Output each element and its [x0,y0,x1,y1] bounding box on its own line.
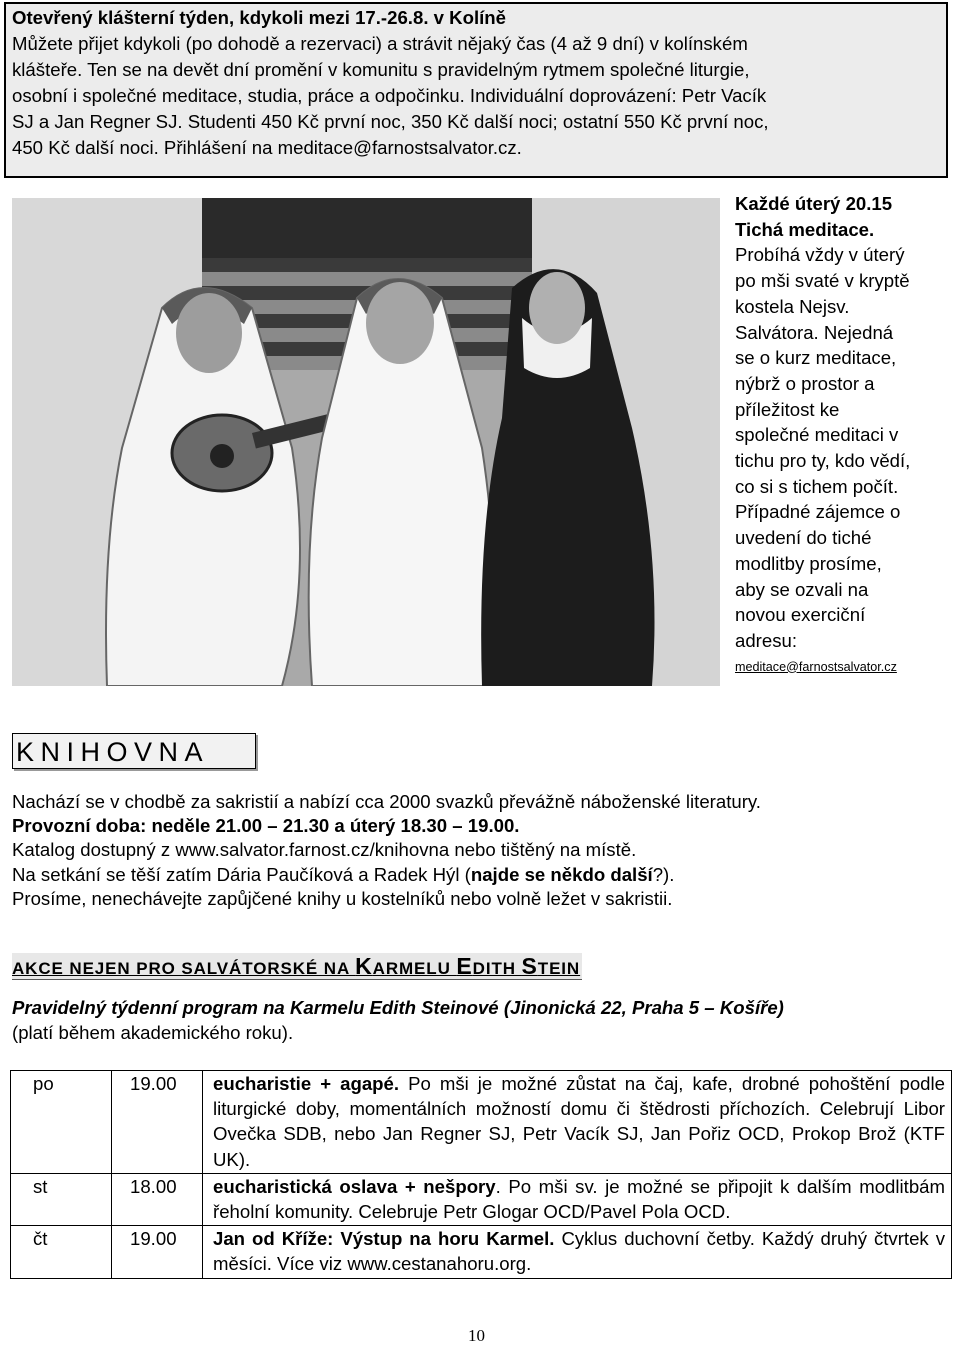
knihovna-line-part: Na setkání se těší zatím Dária Paučíková a Radek Hýl ( [12,863,471,885]
schedule-description [203,1173,952,1225]
program-title: Pravidelný týdenní program na Karmelu Edith Steinové (Jinonická 22, Praha 5 – Košíře) [12,997,784,1018]
schedule-text: Cyklus duchovní četby. Každý druhý čtvrtek v měsíci. Více viz www.cestanahoru.org. [213,1228,945,1275]
meditace-heading-2: Tichá meditace. [735,218,875,240]
akce-heading-part: K [355,953,373,979]
page-number: 10 [468,1326,485,1345]
meditace-line: novou exerciční [735,604,866,626]
meditace-line: Probíhá vždy v úterý [735,244,905,266]
meditace-line: kostela Nejsv. [735,295,850,317]
meditace-line: Salvátora. Nejedná [735,321,894,343]
knihovna-line: Nachází se v chodbě za sakristií a nabízí cca 2000 svazků převážně náboženské literatury. [12,791,761,812]
meditace-sidebar [735,191,957,680]
klaster-line: 450 Kč další noci. Přihlášení na meditace@farnostsalvator.cz. [12,137,522,158]
knihovna-line [12,863,952,887]
schedule-time: 19.00 [112,1226,203,1278]
schedule-text: . Po mši sv. je možné se připojit k dalším modlitbám řeholní komunity. Celebruje Petr Glogar OCD/Pavel Pola OCD. [213,1175,945,1223]
klaster-line: klášteře. Ten se na devět dní promění v komunitu s pravidelným rytmem společné liturgie, [12,59,750,80]
meditace-line: nýbrž o prostor a [735,372,875,394]
schedule-highlight: Jan od Kříže: Výstup na horu Karmel. [213,1228,555,1250]
meditace-line: Případné zájemce o [735,501,901,523]
schedule-day: čt [11,1226,112,1278]
schedule-description [203,1071,952,1174]
knihovna-catalog: Katalog dostupný z www.salvator.farnost.cz/knihovna nebo tištěný na místě. [12,839,637,861]
knihovna-line-part: ?). [652,863,675,885]
klaster-line: SJ a Jan Regner SJ. Studenti 450 Kč první noc, 350 Kč další noci; ostatní 550 Kč první noc, [12,111,769,132]
schedule-day: po [11,1071,112,1174]
knihovna-heading: KNIHOVNA [12,733,256,769]
meditace-line: co si s tichem počít. [735,475,899,497]
schedule-description [203,1226,952,1278]
akce-heading-part: TEIN [537,959,581,978]
knihovna-hours: Provozní doba: neděle 21.00 – 21.30 a úterý 18.30 – 19.00. [12,815,520,837]
meditace-email-link[interactable]: meditace@farnostsalvator.cz [735,659,897,674]
table-row [11,1226,952,1278]
meditace-line: aby se ozvali na [735,578,869,600]
table-row [11,1071,952,1174]
weekly-schedule-table [10,1070,952,1279]
akce-heading-part: AKCE NEJEN PRO SALVÁTORSKÉ NA [12,959,356,978]
program-intro [12,996,952,1045]
akce-heading-part: S [521,953,538,979]
meditace-line: se o kurz meditace, [735,347,897,369]
schedule-time: 19.00 [112,1071,203,1174]
akce-heading-part: E [456,953,473,979]
program-note: (platí během akademického roku). [12,1021,294,1043]
knihovna-volunteer-call: najde se někdo další [470,863,653,885]
table-row [11,1173,952,1225]
klaster-title: Otevřený klášterní týden, kdykoli mezi 17.-26.8. v Kolíně [12,7,506,28]
klaster-line: Můžete přijet kdykoli (po dohodě a rezervaci) a strávit nějaký čas (4 až 9 dní) v kolínském [12,33,748,54]
schedule-text: Po mši je možné zůstat na čaj, kafe, drobné pohoštění podle liturgické doby, momentálních možností domu či štědrosti příchozích. Celebrují Libor Ovečka SDB, nebo Jan Regner SJ, Petr Vacík SJ, Jan Pořiz OCD, Prokop Brož (KTF UK). [213,1073,945,1170]
schedule-day: st [11,1173,112,1225]
meditace-line: po mši svaté v kryptě [735,270,910,292]
schedule-highlight: eucharistie + agapé. [213,1073,400,1094]
knihovna-section [12,790,952,911]
meditace-line: adresu: [735,629,798,651]
schedule-highlight: eucharistická oslava + nešpory [213,1175,496,1197]
meditace-line: příležitost ke [735,398,840,420]
klaster-announcement-box [4,2,948,178]
akce-heading-part: DITH [472,959,522,978]
knihovna-line: Prosíme, nenechávejte zapůjčené knihy u kostelníků nebo volně ležet v sakristii. [12,887,673,909]
nuns-photo [12,198,720,686]
schedule-time: 18.00 [112,1173,203,1225]
meditace-line: modlitby prosíme, [735,552,882,574]
klaster-line: osobní i společné meditace, studia, práce a odpočinku. Individuální doprovázení: Petr Vacík [12,85,767,106]
meditace-line: společné meditaci v [735,424,899,446]
akce-heading-part: ARMELU [372,959,457,978]
meditace-heading-1: Každé úterý 20.15 [735,193,893,214]
meditace-line: tichu pro ty, kdo vědí, [735,450,911,472]
akce-heading [12,953,582,980]
meditace-line: uvedení do tiché [735,527,872,549]
